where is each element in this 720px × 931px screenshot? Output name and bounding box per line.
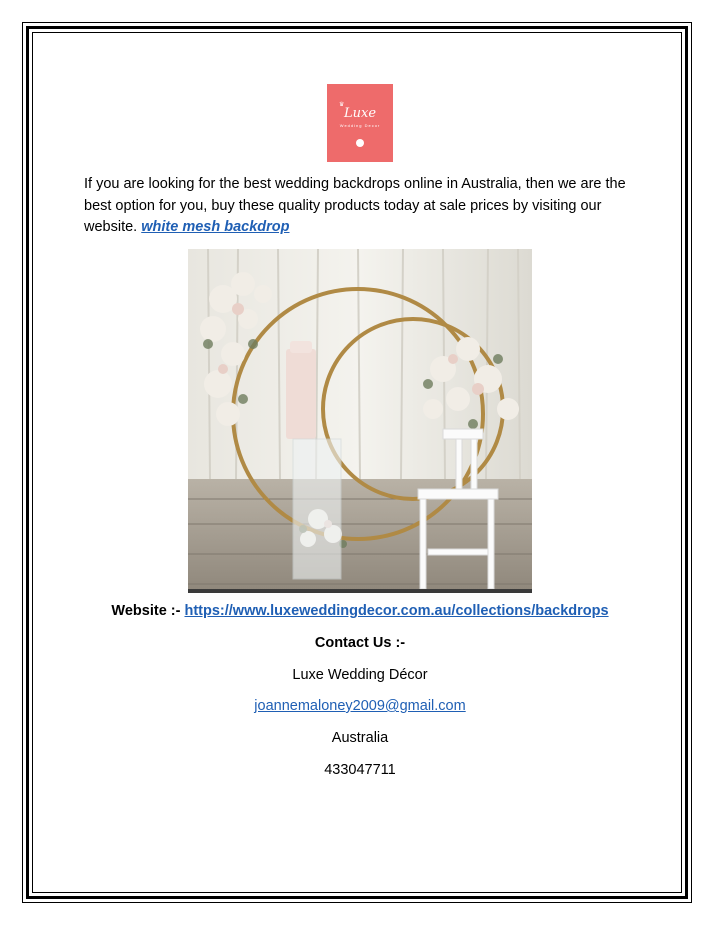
company-name: Luxe Wedding Décor <box>292 667 428 683</box>
brand-logo <box>327 84 393 162</box>
website-label: Website :- <box>111 603 181 619</box>
wedding-backdrop-photo <box>188 249 532 593</box>
logo-brand-text: Luxe <box>343 106 377 121</box>
email-line <box>0 698 720 714</box>
intro-paragraph <box>84 174 644 239</box>
country: Australia <box>331 730 389 746</box>
website-link[interactable]: https://www.luxeweddingdecor.com.au/collections/backdrops <box>184 603 609 619</box>
contact-heading: Contact Us :- <box>314 635 406 651</box>
phone-number: 433047711 <box>324 762 396 778</box>
logo-dot <box>356 139 364 147</box>
intro-text: If you are looking for the best wedding backdrops online in Australia, then we are the best option for you, buy these quality products today at sale prices by visiting our website. <box>84 176 626 235</box>
website-line <box>0 603 720 619</box>
crown-icon: ♛ <box>339 102 345 108</box>
white-mesh-backdrop-link[interactable]: white mesh backdrop <box>141 219 290 235</box>
email-link[interactable]: joannemaloney2009@gmail.com <box>254 698 466 714</box>
logo-subtitle: Wedding Decor <box>339 123 381 128</box>
